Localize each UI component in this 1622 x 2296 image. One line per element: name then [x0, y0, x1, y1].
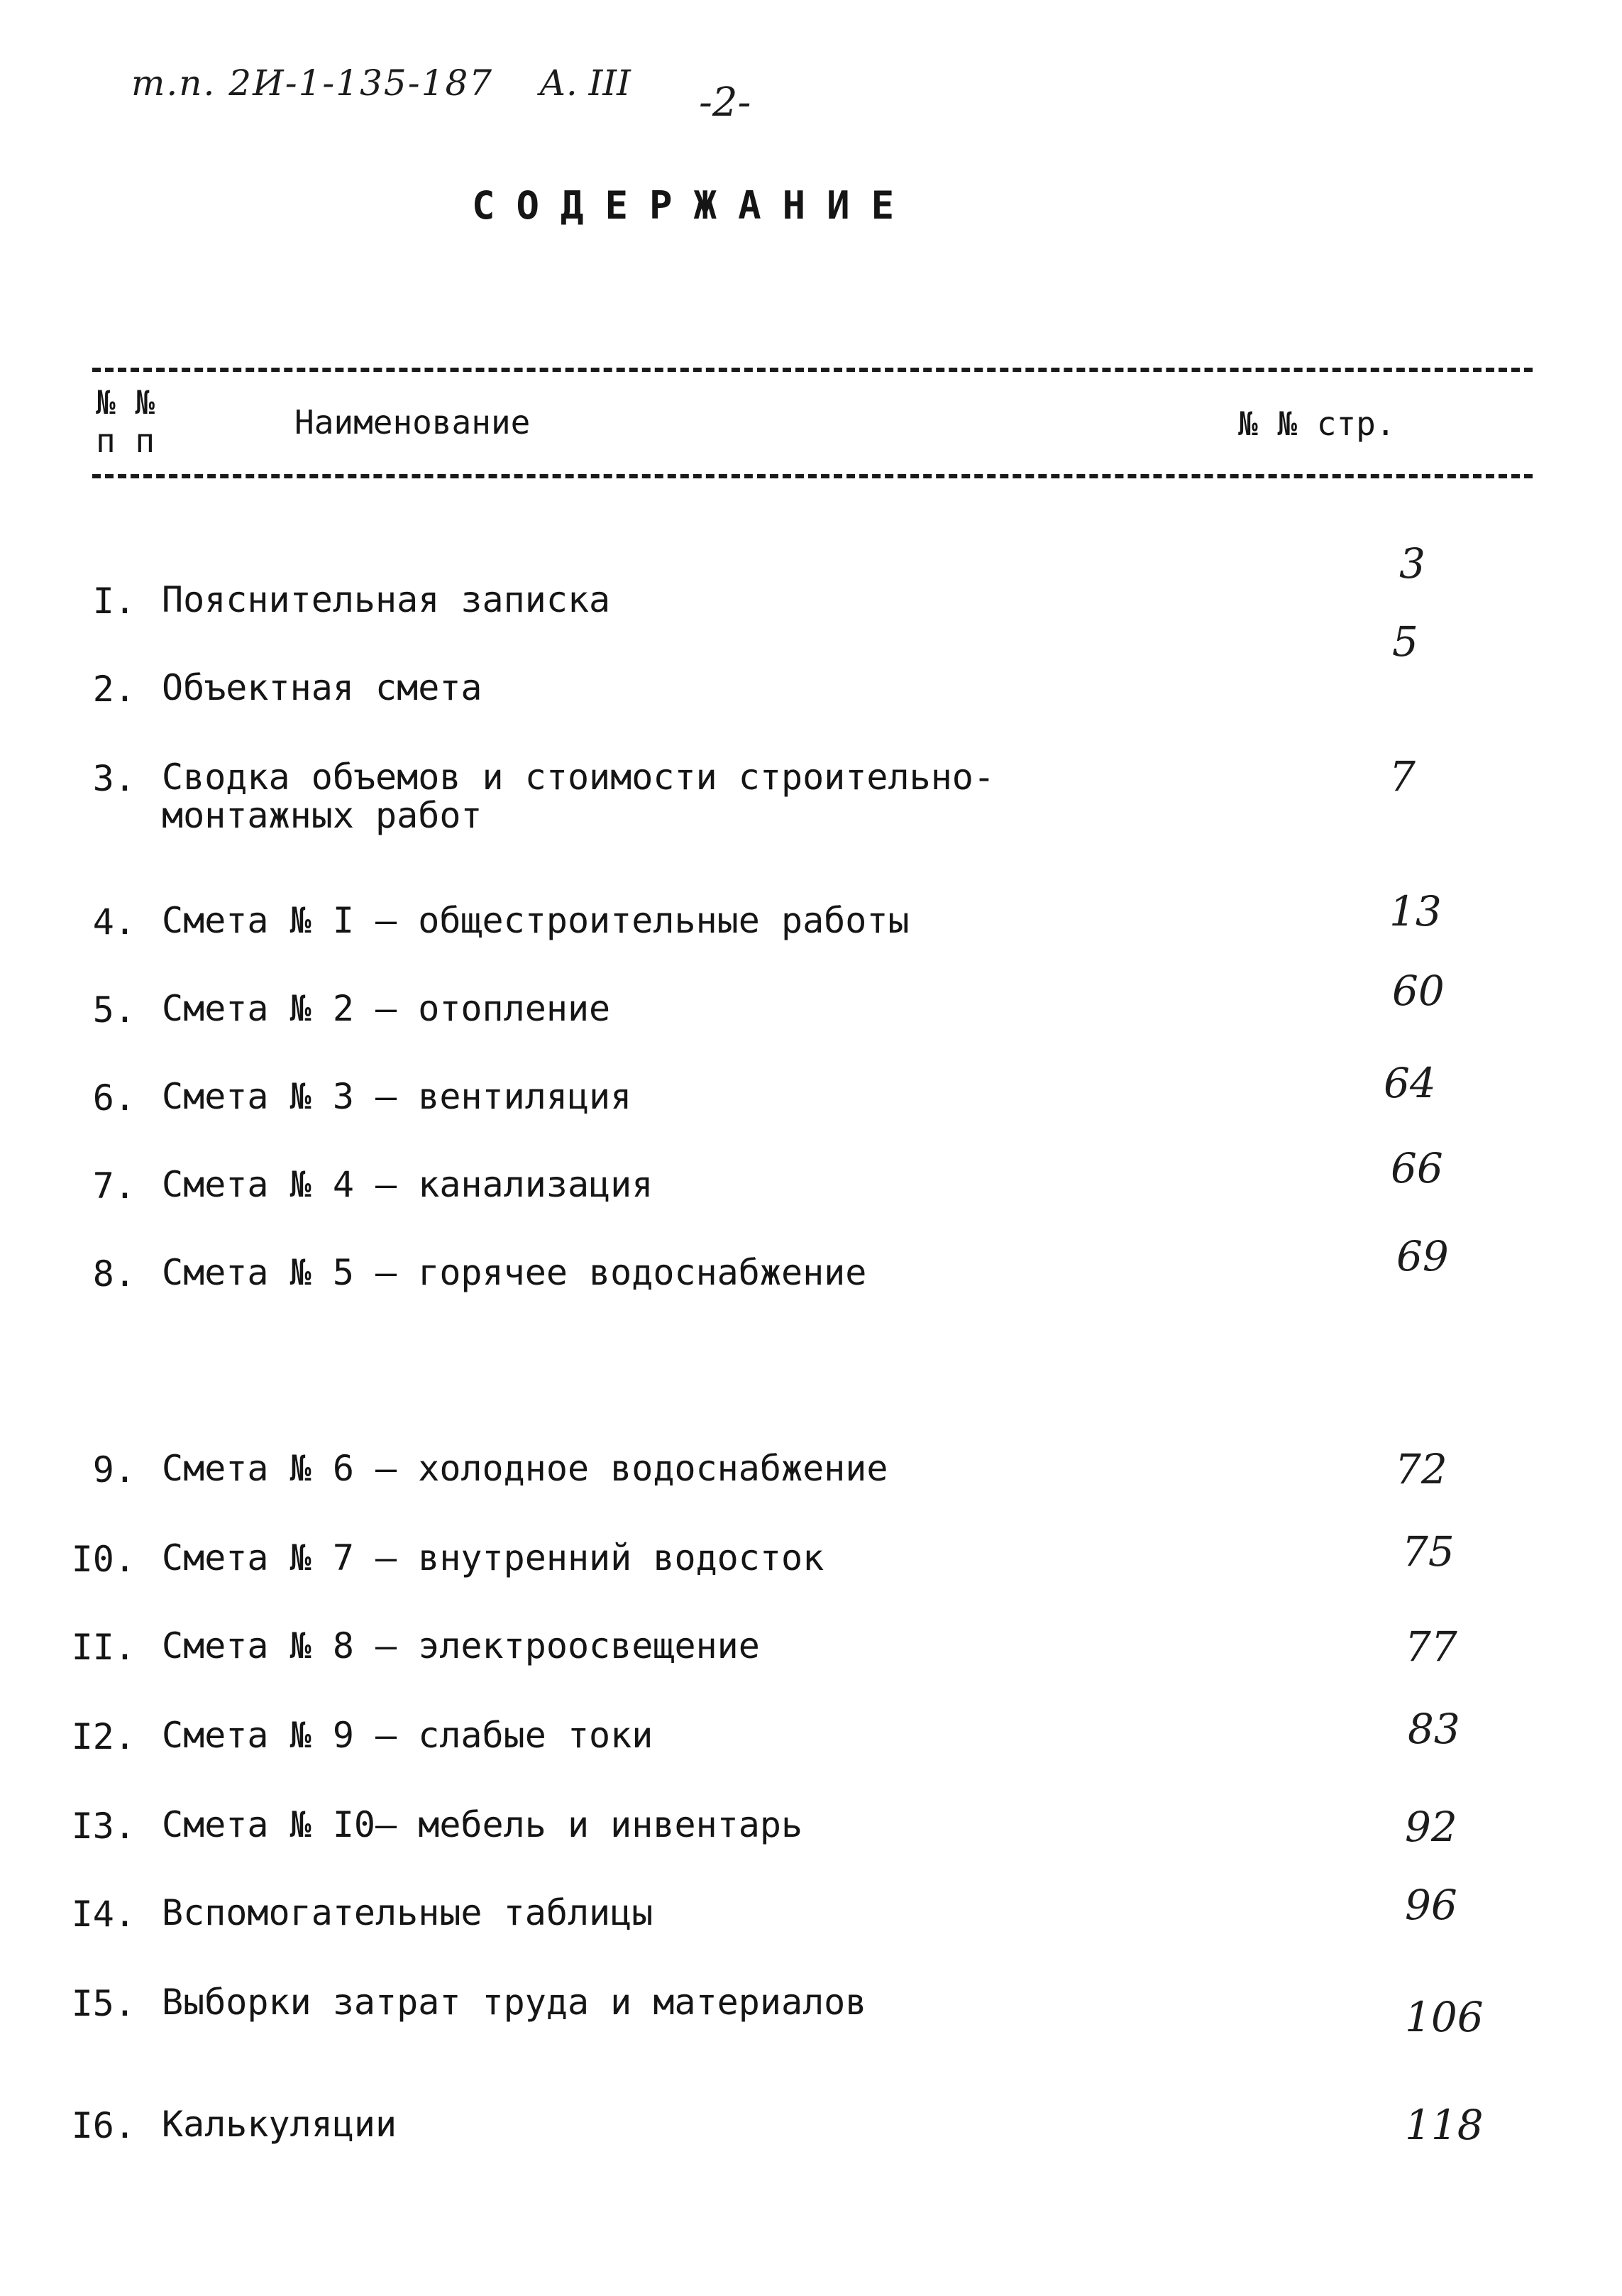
entry-number: I3. [71, 1806, 136, 1847]
document-code: т.п. 2И-1-135-187 [131, 62, 494, 104]
entry-page: 13 [1389, 887, 1442, 935]
entry-title: Смета № 6 – холодное водоснабжение [162, 1448, 888, 1489]
entry-title: Калькуляции [162, 2104, 397, 2145]
entry-number: 2. [92, 669, 136, 710]
entry-number: I. [92, 581, 136, 622]
entry-number: I4. [71, 1894, 136, 1935]
entry-number: I6. [71, 2105, 136, 2146]
entry-number: 4. [92, 901, 136, 943]
entry-number: I2. [71, 1716, 136, 1757]
entry-page: 60 [1392, 967, 1445, 1015]
entry-number: 6. [92, 1077, 136, 1119]
entry-title: Смета № 8 – электроосвещение [162, 1625, 760, 1666]
entry-page: 92 [1405, 1803, 1457, 1851]
page-number: -2- [699, 79, 751, 126]
entry-page: 7 [1389, 752, 1416, 801]
sheet-label: А. III [539, 62, 631, 104]
page-title: СОДЕРЖАНИЕ [472, 183, 916, 228]
entry-number: 3. [92, 758, 136, 799]
entry-title: Смета № 2 – отопление [162, 988, 611, 1029]
entry-title: Смета № 4 – канализация [162, 1164, 653, 1205]
entry-page: 66 [1391, 1144, 1443, 1192]
entry-title: Пояснительная записка [162, 579, 611, 620]
entry-page: 96 [1405, 1881, 1457, 1929]
entry-number: 9. [92, 1449, 136, 1490]
entry-page: 64 [1384, 1059, 1436, 1107]
entry-number: 5. [92, 989, 136, 1031]
entry-page: 118 [1405, 2101, 1484, 2149]
entry-page: 75 [1402, 1527, 1455, 1576]
entry-page: 106 [1405, 1993, 1484, 2041]
entry-title: Смета № I – общестроительные работы [162, 900, 910, 941]
entry-title: Смета № 5 – горячее водоснабжение [162, 1252, 867, 1293]
entry-page: 69 [1396, 1232, 1449, 1280]
entry-title: Вспомогательные таблицы [162, 1892, 653, 1933]
entry-page: 72 [1395, 1445, 1447, 1493]
entry-page: 5 [1392, 617, 1418, 666]
entry-title: Смета № I0– мебель и инвентарь [162, 1804, 803, 1845]
entry-title: Выборки затрат труда и материалов [162, 1982, 867, 2023]
entry-title: Смета № 3 – вентиляция [162, 1076, 632, 1117]
column-header-name: Наименование [294, 403, 531, 441]
entry-title: Смета № 9 – слабые токи [162, 1715, 653, 1756]
entry-number: 8. [92, 1253, 136, 1295]
entry-number: 7. [92, 1165, 136, 1207]
entry-number: I5. [71, 1983, 136, 2024]
entry-page: 83 [1408, 1705, 1460, 1753]
entry-number: II. [71, 1627, 136, 1668]
entry-title: Объектная смета [162, 667, 482, 708]
column-header-number-line2: п п [96, 422, 155, 460]
entry-page: 77 [1405, 1622, 1457, 1671]
column-header-page: № № стр. [1238, 405, 1396, 443]
entry-number: I0. [71, 1539, 136, 1580]
entry-title: Смета № 7 – внутренний водосток [162, 1537, 824, 1578]
entry-title: Сводка объемов и стоимости строительно- монтажных работ [162, 757, 995, 836]
entry-page: 3 [1399, 539, 1425, 588]
column-header-number-line1: № № [96, 383, 155, 422]
